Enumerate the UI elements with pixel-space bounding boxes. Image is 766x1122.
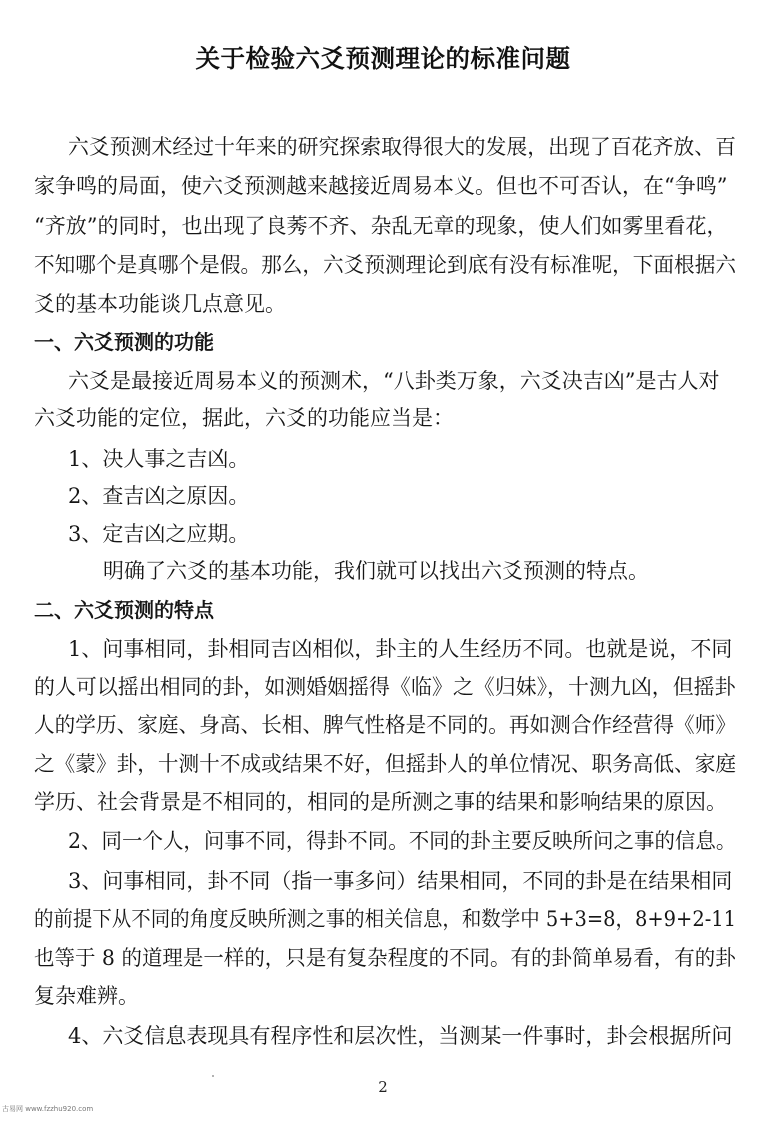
paragraph-line: 的前提下从不同的角度反映所测之事的相关信息，和数学中 5+3=8，8+9+2-11 (34, 907, 737, 931)
paragraph-line: 2、同一个人，问事不同，得卦不同。不同的卦主要反映所问之事的信息。 (68, 829, 737, 853)
page-title: 关于检验六爻预测理论的标准问题 (195, 44, 571, 73)
paragraph-line: “齐放”的同时，也出现了良莠不齐、杂乱无章的现象，使人们如雾里看花， (34, 214, 728, 238)
paragraph-line: 4、六爻信息表现具有程序性和层次性，当测某一件事时，卦会根据所问 (68, 1024, 733, 1048)
site-watermark: 古易网 www.fzzhu920.com (2, 1105, 94, 1113)
paragraph-line: 六爻功能的定位，据此，六爻的功能应当是： (34, 406, 454, 430)
page-number: 2 (378, 1078, 388, 1096)
paragraph-line: 六爻是最接近周易本义的预测术，“八卦类万象，六爻决吉凶”是古人对 (68, 369, 720, 393)
list-item: 3、定吉凶之应期。 (68, 522, 250, 546)
paragraph-line: 1、问事相同，卦相同吉凶相似，卦主的人生经历不同。也就是说，不同 (68, 637, 733, 661)
paragraph-line: 家争鸣的局面，使六爻预测越来越接近周易本义。但也不可否认，在“争鸣” (34, 174, 728, 198)
paragraph-line: 爻的基本功能谈几点意见。 (34, 292, 286, 316)
paragraph-line: 不知哪个是真哪个是假。那么，六爻预测理论到底有没有标准呢，下面根据六 (34, 253, 737, 277)
paragraph-line: 之《蒙》卦，十测十不成或结果不好，但摇卦人的单位情况、职务高低、家庭 (34, 752, 737, 776)
list-item: 2、查吉凶之原因。 (68, 484, 250, 508)
paragraph-line: 的人可以摇出相同的卦，如测婚姻摇得《临》之《归妹》，十测九凶，但摇卦 (34, 675, 736, 699)
scan-speck (212, 1075, 214, 1077)
paragraph-line: 复杂难辨。 (34, 984, 139, 1008)
section-heading-characteristics: 二、六爻预测的特点 (34, 598, 214, 622)
paragraph-line: 也等于 8 的道理是一样的，只是有复杂程度的不同。有的卦简单易看，有的卦 (34, 946, 736, 970)
paragraph-line: 3、问事相同，卦不同（指一事多问）结果相同，不同的卦是在结果相同 (68, 869, 733, 893)
paragraph-line: 明确了六爻的基本功能，我们就可以找出六爻预测的特点。 (103, 559, 649, 583)
section-heading-functions: 一、六爻预测的功能 (34, 330, 214, 354)
list-item: 1、决人事之吉凶。 (68, 447, 250, 471)
paragraph-line: 六爻预测术经过十年来的研究探索取得很大的发展，出现了百花齐放、百 (68, 135, 736, 159)
paragraph-line: 人的学历、家庭、身高、长相、脾气性格是不同的。再如测合作经营得《师》 (34, 713, 737, 737)
paragraph-line: 学历、社会背景是不相同的，相同的是所测之事的结果和影响结果的原因。 (34, 790, 727, 814)
